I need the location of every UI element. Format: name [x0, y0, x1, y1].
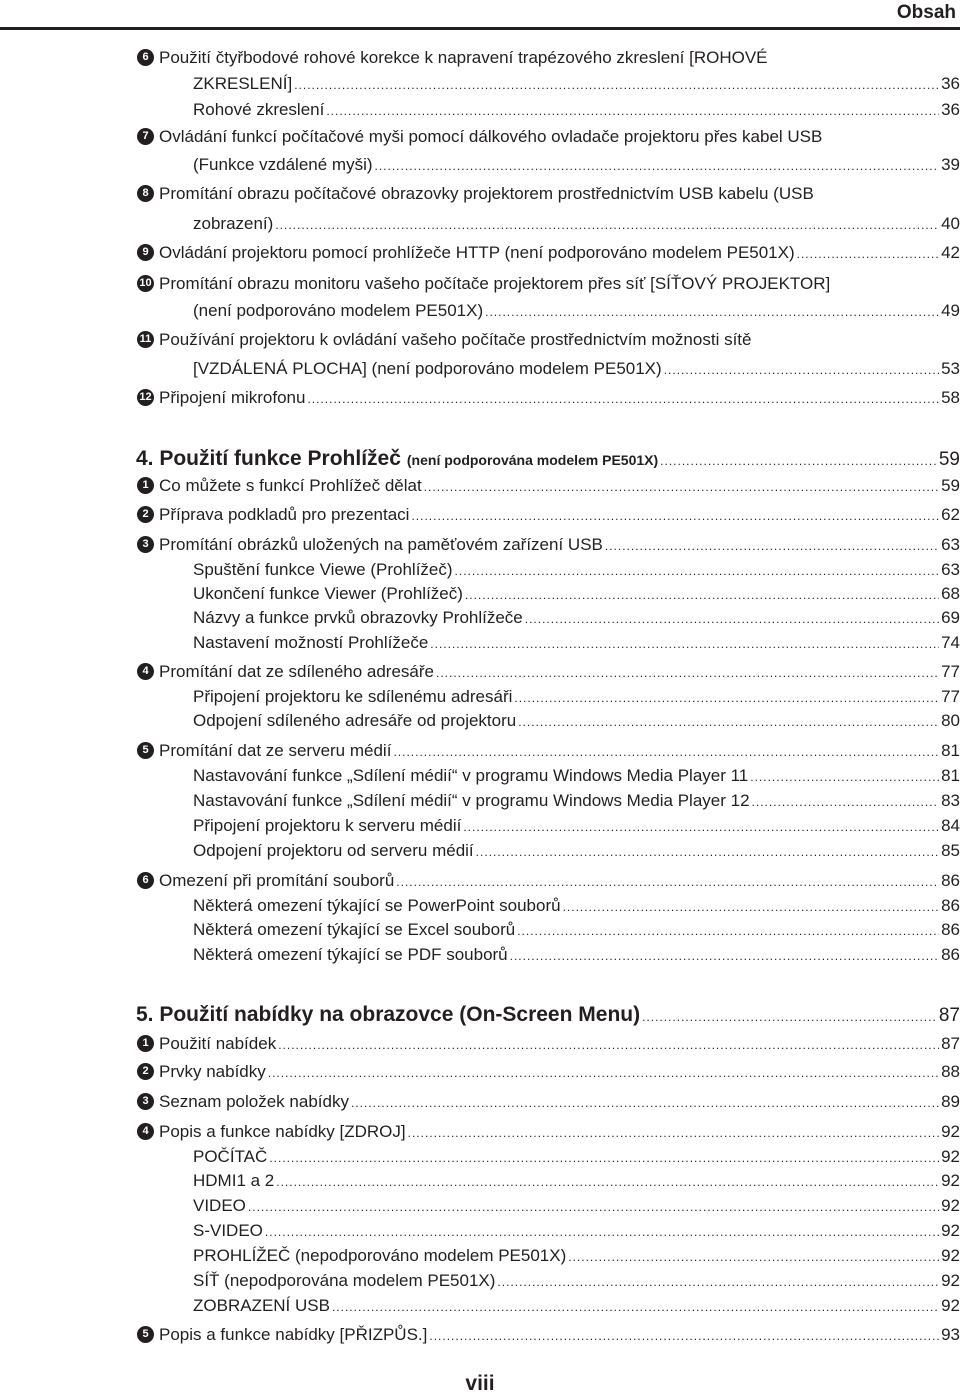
entry-label: Promítání dat ze sdíleného adresáře	[159, 662, 434, 681]
chapter-heading[interactable]	[0, 444, 960, 474]
entry-page-number: 81	[941, 741, 960, 760]
entry-label: Promítání obrázků uložených na paměťovém zařízení USB	[159, 535, 603, 554]
entry-page-number: 92	[941, 1246, 960, 1265]
toc-entry[interactable]	[0, 659, 960, 685]
toc-subentry[interactable]	[0, 1268, 960, 1294]
dot-leader	[525, 606, 939, 632]
chapter-page-number: 59	[938, 449, 960, 470]
dot-leader	[518, 709, 939, 735]
entry-label: VIDEO	[193, 1196, 246, 1215]
toc-entry[interactable]	[0, 271, 960, 297]
entry-page-number: 92	[941, 1171, 960, 1190]
dot-leader	[485, 299, 939, 325]
entry-page-number: 83	[941, 791, 960, 810]
entry-page-number: 84	[941, 816, 960, 835]
toc-entry[interactable]	[0, 1059, 960, 1085]
dot-leader	[294, 72, 939, 98]
entry-page-number: 62	[941, 505, 960, 524]
entry-label: Příprava podkladů pro prezentaci	[159, 505, 410, 524]
dot-leader	[393, 739, 939, 765]
entry-page-number: 36	[941, 100, 960, 119]
entry-page-number: 92	[941, 1147, 960, 1166]
entry-label: Odpojení projektoru od serveru médií	[193, 841, 474, 860]
entry-number-badge: 5	[137, 1326, 154, 1343]
dot-leader	[307, 386, 939, 412]
toc-entry-continuation[interactable]	[0, 152, 960, 178]
dot-leader	[660, 454, 937, 468]
entry-number-badge: 11	[137, 331, 154, 348]
entry-label: Co můžete s funkcí Prohlížeč dělat	[159, 476, 422, 495]
toc-entry[interactable]	[0, 1031, 960, 1057]
toc-subentry[interactable]	[0, 630, 960, 656]
toc-entry-continuation[interactable]	[0, 356, 960, 382]
dot-leader	[463, 814, 939, 840]
toc-entry[interactable]	[0, 868, 960, 894]
toc-subentry[interactable]	[0, 684, 960, 710]
dot-leader	[497, 1269, 939, 1295]
entry-page-number: 36	[941, 74, 960, 93]
toc-subentry[interactable]	[0, 763, 960, 789]
toc-entry[interactable]	[0, 532, 960, 558]
dot-leader	[411, 503, 939, 529]
dot-leader	[408, 1120, 939, 1146]
dot-leader	[568, 1244, 939, 1270]
entry-page-number: 58	[941, 388, 960, 407]
dot-leader	[326, 98, 939, 124]
entry-number-badge: 3	[137, 536, 154, 553]
toc-subentry[interactable]	[0, 1218, 960, 1244]
header-rule	[0, 27, 960, 30]
entry-number-badge: 10	[137, 275, 154, 292]
toc-subentry[interactable]	[0, 942, 960, 968]
entry-number-badge: 9	[137, 244, 154, 261]
entry-page-number: 92	[941, 1196, 960, 1215]
toc-subentry[interactable]	[0, 1193, 960, 1219]
entry-page-number: 86	[941, 896, 960, 915]
entry-label: Ukončení funkce Viewer (Prohlížeč)	[193, 584, 463, 603]
chapter-note: (není podporována modelem PE501X)	[406, 452, 659, 468]
entry-page-number: 87	[941, 1034, 960, 1053]
entry-number-badge: 2	[137, 506, 154, 523]
entry-label: PROHLÍŽEČ (nepodporováno modelem PE501X)	[193, 1246, 567, 1265]
toc-entry[interactable]	[0, 385, 960, 411]
entry-number-badge: 3	[137, 1093, 154, 1110]
entry-page-number: 49	[941, 301, 960, 320]
toc-subentry[interactable]	[0, 1293, 960, 1319]
entry-page-number: 92	[941, 1122, 960, 1141]
entry-label: Použití nabídek	[159, 1034, 277, 1053]
entry-page-number: 63	[941, 535, 960, 554]
toc-entry[interactable]	[0, 45, 960, 71]
entry-page-number: 40	[941, 214, 960, 233]
toc-entry[interactable]	[0, 1119, 960, 1145]
entry-page-number: 92	[941, 1296, 960, 1315]
entry-label: Některá omezení týkající se PowerPoint souborů	[193, 896, 561, 915]
toc-subentry[interactable]	[0, 893, 960, 919]
dot-leader	[605, 533, 939, 559]
entry-page-number: 85	[941, 841, 960, 860]
dot-leader	[268, 1060, 939, 1086]
entry-page-number: 59	[941, 476, 960, 495]
page-header-title: Obsah	[896, 2, 956, 23]
toc-entry-continuation[interactable]	[0, 298, 960, 324]
entry-label: Omezení při promítání souborů	[159, 871, 395, 890]
entry-page-number: 92	[941, 1221, 960, 1240]
entry-label: zobrazení)	[193, 214, 274, 233]
entry-label: Promítání obrazu počítačové obrazovky projektorem prostřednictvím USB kabelu (USB	[159, 184, 814, 203]
entry-page-number: 93	[941, 1325, 960, 1344]
entry-label: S-VIDEO	[193, 1221, 263, 1240]
entry-label: SÍŤ (nepodporována modelem PE501X)	[193, 1271, 496, 1290]
dot-leader	[276, 1169, 939, 1195]
entry-number-badge: 1	[137, 477, 154, 494]
entry-label: Některá omezení týkající se PDF souborů	[193, 945, 508, 964]
entry-number-badge: 5	[137, 742, 154, 759]
dot-leader	[752, 789, 940, 815]
toc-entry[interactable]	[0, 502, 960, 528]
entry-number-badge: 8	[137, 185, 154, 202]
toc-subentry[interactable]	[0, 788, 960, 814]
entry-label: ZOBRAZENÍ USB	[193, 1296, 330, 1315]
entry-number-badge: 12	[137, 389, 154, 406]
toc-entry[interactable]	[0, 240, 960, 266]
entry-label: (není podporováno modelem PE501X)	[193, 301, 484, 320]
toc-entry[interactable]	[0, 327, 960, 353]
entry-page-number: 53	[941, 359, 960, 378]
dot-leader	[750, 764, 939, 790]
toc-subentry[interactable]	[0, 917, 960, 943]
dot-leader	[351, 1090, 939, 1116]
entry-number-badge: 7	[137, 128, 154, 145]
chapter-page-number: 87	[938, 1005, 960, 1026]
toc-entry[interactable]	[0, 473, 960, 499]
entry-page-number: 88	[941, 1062, 960, 1081]
entry-page-number: 89	[941, 1092, 960, 1111]
entry-label: Promítání obrazu monitoru vašeho počítače projektorem přes síť [SÍŤOVÝ PROJEKTOR]	[159, 274, 831, 293]
entry-label: Ovládání projektoru pomocí prohlížeče HTTP (není podporováno modelem PE501X)	[159, 243, 795, 262]
toc-entry[interactable]	[0, 738, 960, 764]
toc-subentry[interactable]	[0, 581, 960, 607]
dot-leader	[797, 241, 939, 267]
entry-label: Nastavení možností Prohlížeče	[193, 633, 429, 652]
toc-entry[interactable]	[0, 181, 960, 207]
dot-leader	[278, 1032, 939, 1058]
entry-number-badge: 6	[137, 872, 154, 889]
entry-page-number: 77	[941, 687, 960, 706]
toc-subentry[interactable]	[0, 708, 960, 734]
toc-entry-continuation[interactable]	[0, 97, 960, 123]
page-folio: viii	[465, 1372, 495, 1395]
dot-leader	[375, 153, 940, 179]
entry-label: Popis a funkce nabídky [PŘIZPŮS.]	[159, 1325, 428, 1344]
dot-leader	[265, 1219, 939, 1245]
entry-label: Některá omezení týkající se Excel souborů	[193, 920, 516, 939]
entry-label: Připojení projektoru ke sdílenému adresáři	[193, 687, 513, 706]
entry-page-number: 69	[941, 608, 960, 627]
entry-label: Odpojení sdíleného adresáře od projektoru	[193, 711, 517, 730]
chapter-title: 4. Použití funkce Prohlížeč	[136, 447, 401, 470]
entry-page-number: 63	[941, 560, 960, 579]
toc-subentry[interactable]	[0, 813, 960, 839]
entry-label: [VZDÁLENÁ PLOCHA] (není podporováno modelem PE501X)	[193, 359, 662, 378]
entry-page-number: 39	[941, 155, 960, 174]
toc-entry[interactable]	[0, 124, 960, 150]
dot-leader	[424, 474, 939, 500]
entry-label: Připojení projektoru k serveru médií	[193, 816, 462, 835]
entry-page-number: 86	[941, 945, 960, 964]
dot-leader	[430, 631, 939, 657]
toc-subentry[interactable]	[0, 557, 960, 583]
entry-label: Seznam položek nabídky	[159, 1092, 349, 1111]
entry-number-badge: 4	[137, 1123, 154, 1140]
entry-label: (Funkce vzdálené myši)	[193, 155, 373, 174]
entry-label: Promítání dat ze serveru médií	[159, 741, 392, 760]
toc-subentry[interactable]	[0, 838, 960, 864]
entry-label: Popis a funkce nabídky [ZDROJ]	[159, 1122, 406, 1141]
entry-label: Použití čtyřbodové rohové korekce k napravení trapézového zkreslení [ROHOVÉ	[159, 48, 768, 67]
entry-page-number: 68	[941, 584, 960, 603]
chapter-title: 5. Použití nabídky na obrazovce (On-Screen Menu)	[136, 1003, 641, 1026]
entry-label: Připojení mikrofonu	[159, 388, 306, 407]
entry-label: Spuštění funkce Viewe (Prohlížeč)	[193, 560, 453, 579]
chapter-heading[interactable]	[0, 1000, 960, 1030]
entry-page-number: 86	[941, 920, 960, 939]
toc-entry-continuation[interactable]	[0, 71, 960, 97]
toc-subentry[interactable]	[0, 1243, 960, 1269]
entry-label: HDMI1 a 2	[193, 1171, 275, 1190]
dot-leader	[248, 1194, 939, 1220]
dot-leader	[275, 212, 939, 238]
toc-entry[interactable]	[0, 1089, 960, 1115]
dot-leader	[332, 1294, 939, 1320]
dot-leader	[664, 357, 939, 383]
entry-page-number: 86	[941, 871, 960, 890]
entry-page-number: 81	[941, 766, 960, 785]
toc-subentry[interactable]	[0, 1144, 960, 1170]
dot-leader	[517, 918, 939, 944]
entry-label: Nastavování funkce „Sdílení médií“ v programu Windows Media Player 11	[193, 766, 749, 785]
entry-number-badge: 2	[137, 1063, 154, 1080]
dot-leader	[396, 869, 939, 895]
entry-page-number: 92	[941, 1271, 960, 1290]
entry-page-number: 80	[941, 711, 960, 730]
entry-label: Nastavování funkce „Sdílení médií“ v programu Windows Media Player 12	[193, 791, 750, 810]
entry-page-number: 74	[941, 633, 960, 652]
dot-leader	[510, 943, 939, 969]
entry-label: ZKRESLENÍ]	[193, 74, 293, 93]
entry-number-badge: 6	[137, 49, 154, 66]
toc-subentry[interactable]	[0, 605, 960, 631]
dot-leader	[642, 1010, 937, 1024]
dot-leader	[476, 839, 939, 865]
toc-entry-continuation[interactable]	[0, 211, 960, 237]
toc-subentry[interactable]	[0, 1168, 960, 1194]
dot-leader	[436, 660, 939, 686]
entry-number-badge: 1	[137, 1035, 154, 1052]
entry-number-badge: 4	[137, 663, 154, 680]
entry-label: Rohové zkreslení	[193, 100, 325, 119]
entry-label: Názvy a funkce prvků obrazovky Prohlížeče	[193, 608, 523, 627]
toc-entry[interactable]	[0, 1322, 960, 1348]
entry-page-number: 77	[941, 662, 960, 681]
entry-label: POČÍTAČ	[193, 1147, 268, 1166]
entry-label: Používání projektoru k ovládání vašeho počítače prostřednictvím možnosti sítě	[159, 330, 752, 349]
entry-label: Prvky nabídky	[159, 1062, 266, 1081]
dot-leader	[429, 1323, 939, 1349]
entry-page-number: 42	[941, 243, 960, 262]
entry-label: Ovládání funkcí počítačové myši pomocí dálkového ovladače projektoru přes kabel USB	[159, 127, 823, 146]
